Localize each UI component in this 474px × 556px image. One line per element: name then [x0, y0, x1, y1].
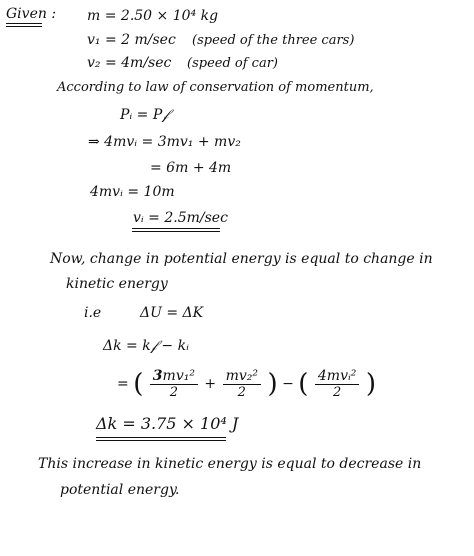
momentum-expansion: ⇒ 4mvᵢ = 3mv₁ + mv₂	[88, 134, 241, 150]
term1-fraction	[150, 368, 198, 400]
minus-sign: −	[282, 376, 294, 392]
mass-line: m = 2.50 × 10⁴ kg	[87, 8, 219, 24]
equals-sign: =	[117, 376, 129, 392]
v1-line: v₁ = 2 m/sec	[87, 32, 176, 48]
term2-numerator: mv₂²	[223, 368, 261, 385]
energy-statement: Now, change in potential energy is equal to change in	[50, 251, 433, 267]
energy-statement-cont: kinetic energy	[66, 276, 168, 292]
v1-note: (speed of the three cars)	[192, 33, 355, 48]
open-paren-2: (	[298, 369, 309, 399]
close-paren: )	[267, 369, 278, 399]
term1-coefficient: 3	[152, 368, 163, 384]
law-line: According to law of conservation of momentum,	[57, 80, 374, 95]
conclusion-line-1: This increase in kinetic energy is equal to decrease in	[38, 456, 422, 472]
delta-k-result: Δk = 3.75 × 10⁴ J	[96, 414, 239, 433]
given-label: Given :	[6, 6, 57, 22]
term2-fraction	[223, 368, 261, 400]
delta-k-definition: Δk = k𝒻 − kᵢ	[103, 338, 189, 354]
vi-result: vᵢ = 2.5m/sec	[133, 210, 228, 226]
open-paren: (	[133, 369, 144, 399]
momentum-sum: = 6m + 4m	[150, 160, 232, 176]
delta-u-equals-delta-k: ΔU = ΔK	[140, 305, 204, 321]
vi-result-underline	[132, 228, 220, 229]
given-underline	[6, 23, 42, 24]
v2-note: (speed of car)	[187, 56, 278, 71]
term3-fraction	[315, 368, 360, 400]
term2-denominator: 2	[237, 385, 246, 400]
plus-sign: +	[204, 376, 217, 392]
term3-numerator: 4mvᵢ²	[315, 368, 360, 385]
term1-numerator: mv₁²	[162, 368, 195, 384]
close-paren-2: )	[365, 369, 377, 399]
v2-line: v₂ = 4m/sec	[87, 55, 172, 71]
kinetic-expression	[117, 362, 376, 406]
conclusion-line-2: potential energy.	[60, 482, 180, 498]
momentum-total: 4mvᵢ = 10m	[90, 184, 175, 200]
ie-label: i.e	[84, 305, 102, 321]
term3-denominator: 2	[333, 385, 342, 400]
term1-denominator: 2	[169, 385, 179, 400]
momentum-equality: Pᵢ = P𝒻	[120, 107, 169, 123]
delta-k-result-underline	[96, 437, 226, 438]
